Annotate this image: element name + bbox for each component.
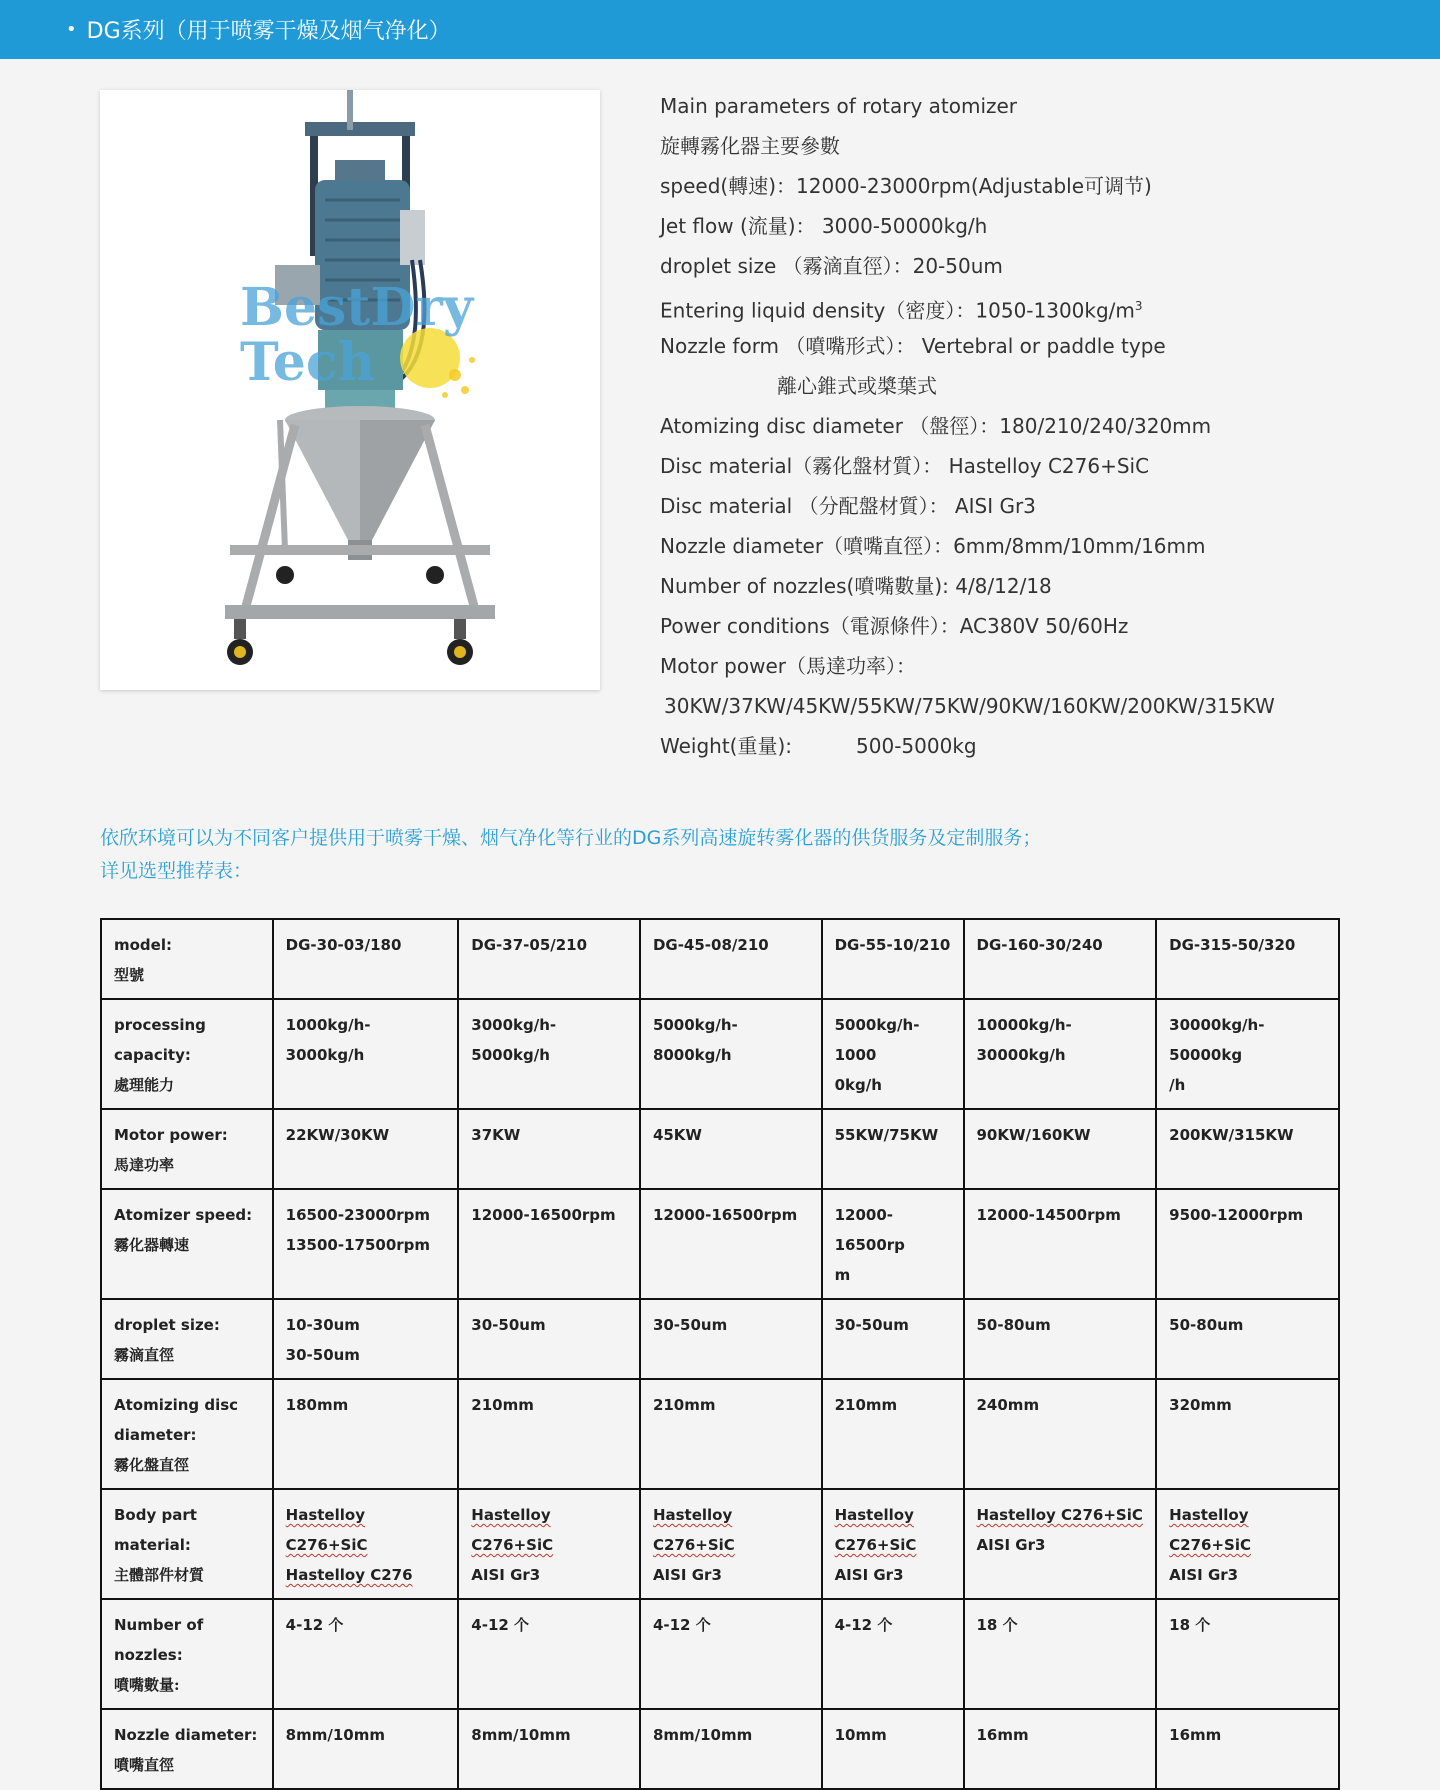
cell-line: 12000-16500rpm [471, 1206, 616, 1224]
row-label-en: Nozzle diameter: [114, 1726, 258, 1744]
row-label-en-2: diameter: [114, 1426, 197, 1444]
cell-line: 30-50um [652, 1316, 728, 1334]
table-cell [273, 1599, 459, 1709]
cell-line: 8mm/10mm [285, 1726, 385, 1744]
cell-line: DG-55-10/210 [834, 936, 951, 954]
table-cell [273, 1709, 459, 1789]
table-row [101, 1599, 1339, 1709]
cell-line: AISI Gr3 [976, 1536, 1046, 1554]
cell-line: AISI Gr3 [1169, 1566, 1239, 1584]
cell-line: 200KW/315KW [1169, 1126, 1294, 1144]
row-label [101, 999, 273, 1109]
table-cell [640, 919, 822, 999]
row-label-cn: 噴嘴數量: [114, 1676, 180, 1694]
cell-line: Hastelloy C276+SiC [285, 1506, 368, 1554]
table-cell [822, 1379, 964, 1489]
cell-line: 210mm [834, 1396, 898, 1414]
row-label-en: droplet size: [114, 1316, 220, 1334]
cell-line: 50-80um [976, 1316, 1051, 1334]
cell-line: AISI Gr3 [471, 1566, 541, 1584]
cell-line: 4-12 个 [285, 1616, 344, 1634]
row-label-en: Number of nozzles: [114, 1616, 204, 1664]
table-cell [640, 1599, 822, 1709]
table-cell [273, 919, 459, 999]
table-cell [273, 1379, 459, 1489]
table-row [101, 1109, 1339, 1189]
row-label [101, 1379, 273, 1489]
table-cell [458, 1109, 640, 1189]
cell-line: 180mm [285, 1396, 349, 1414]
table-cell [1156, 1299, 1339, 1379]
table-cell [822, 1299, 964, 1379]
param-nozzle-form: Nozzle form （噴嘴形式）： Vertebral or paddle type [660, 334, 1166, 358]
row-label-en: processing [114, 1016, 206, 1034]
cell-line: 18 个 [1169, 1616, 1211, 1634]
table-cell [822, 1189, 964, 1299]
table-cell [1156, 1189, 1339, 1299]
row-label [101, 1709, 273, 1789]
cell-line: 13500-17500rpm [285, 1236, 431, 1254]
row-label-en: Atomizing disc [114, 1396, 239, 1414]
table-cell [458, 999, 640, 1109]
table-cell [273, 999, 459, 1109]
param-density-sup: 3 [1134, 299, 1143, 313]
cell-line: 30-50um [471, 1316, 546, 1334]
cell-line: 12000-16500rpm [652, 1206, 798, 1224]
param-weight [660, 726, 1420, 766]
cell-line: 210mm [652, 1396, 716, 1414]
row-label-cn: 型號 [114, 966, 145, 984]
table-cell [273, 1189, 459, 1299]
cell-line: 16mm [976, 1726, 1029, 1744]
cell-line: Hastelloy C276+SiC [1169, 1506, 1251, 1554]
param-disc-material: Disc material（霧化盤材質）： Hastelloy C276+SiC [660, 454, 1150, 478]
row-label-en: model: [114, 936, 172, 954]
param-jet-flow: Jet flow (流量)： 3000-50000kg/h [660, 214, 988, 238]
cell-line: m [834, 1266, 851, 1284]
row-label [101, 1299, 273, 1379]
table-cell [640, 1379, 822, 1489]
cell-line: Hastelloy C276 [285, 1566, 413, 1584]
cell-line: 0kg/h [834, 1076, 882, 1094]
cell-line: 55KW/75KW [834, 1126, 939, 1144]
cell-line: 30-50um [285, 1346, 360, 1364]
param-speed: speed(轉速)：12000-23000rpm(Adjustable可调节) [660, 174, 1152, 198]
table-cell [964, 1299, 1157, 1379]
table-cell [964, 1599, 1157, 1709]
table-cell [458, 1489, 640, 1599]
cell-line: 8mm/10mm [471, 1726, 571, 1744]
cell-line: 16500-23000rpm [285, 1206, 431, 1224]
param-nozzle-diameter: Nozzle diameter（噴嘴直徑）：6mm/8mm/10mm/16mm [660, 534, 1206, 558]
intro-line-1: 依欣环境可以为不同客户提供用于喷雾干燥、烟气净化等行业的DG系列高速旋转雾化器的供货服务及定制服务； [100, 827, 1042, 849]
param-power-conditions: Power conditions（電源條件）：AC380V 50/60Hz [660, 614, 1129, 638]
cell-line: 45KW [652, 1126, 702, 1144]
table-cell [822, 1489, 964, 1599]
cell-line: 18 个 [976, 1616, 1018, 1634]
cell-line: 22KW/30KW [285, 1126, 390, 1144]
table-cell [1156, 919, 1339, 999]
cell-line: AISI Gr3 [652, 1566, 722, 1584]
cell-line: DG-315-50/320 [1169, 936, 1296, 954]
cell-line: Hastelloy C276+SiC [471, 1506, 554, 1554]
table-cell [822, 1109, 964, 1189]
param-droplet-size: droplet size （霧滴直徑）：20-50um [660, 254, 1003, 278]
cell-line: DG-37-05/210 [471, 936, 588, 954]
row-label [101, 1189, 273, 1299]
intro-line-2: 详见选型推荐表： [100, 860, 253, 882]
table-cell [458, 1189, 640, 1299]
param-distributor-material: Disc material （分配盤材質）： AISI Gr3 [660, 494, 1036, 518]
cell-line: 210mm [471, 1396, 534, 1414]
table-cell [458, 1709, 640, 1789]
header-bullet: • [66, 19, 77, 40]
table-cell [640, 999, 822, 1109]
cell-line: 240mm [976, 1396, 1040, 1414]
watermark-line2: Tech [240, 332, 376, 393]
cell-line: Hastelloy C276+SiC [976, 1506, 1143, 1524]
cell-line: 5000kg/h-1000 [834, 1016, 920, 1064]
param-motor-power: Motor power（馬達功率）： [660, 654, 916, 678]
row-label-cn: 霧化器轉速 [114, 1236, 190, 1254]
table-cell [1156, 1709, 1339, 1789]
parameters-list [660, 86, 1420, 766]
table-cell [273, 1489, 459, 1599]
row-label-cn: 霧化盤直徑 [114, 1456, 190, 1474]
row-label-cn: 噴嘴直徑 [114, 1756, 175, 1774]
row-label-cn: 主體部件材質 [114, 1566, 205, 1584]
cell-line: Hastelloy [834, 1506, 914, 1524]
table-cell [964, 999, 1157, 1109]
param-nozzle-form-cn: 離心錐式或槳葉式 [777, 374, 937, 398]
cell-line: 4-12 个 [652, 1616, 711, 1634]
cell-line: 37KW [471, 1126, 521, 1144]
table-cell [640, 1299, 822, 1379]
cell-line: 10000kg/h-30000kg/h [976, 1016, 1072, 1064]
cell-line: /h [1169, 1076, 1186, 1094]
table-row [101, 1709, 1339, 1789]
cell-line: DG-30-03/180 [285, 936, 402, 954]
row-label [101, 919, 273, 999]
cell-line: 50-80um [1169, 1316, 1244, 1334]
table-cell [273, 1299, 459, 1379]
cell-line: 90KW/160KW [976, 1126, 1091, 1144]
watermark-line1: BestDry [240, 277, 474, 338]
row-label-en: Body part material: [114, 1506, 197, 1554]
cell-line: DG-45-08/210 [652, 936, 769, 954]
table-row [101, 999, 1339, 1109]
row-label-cn: 處理能力 [114, 1076, 175, 1094]
product-photo [100, 90, 600, 690]
table-cell [640, 1489, 822, 1599]
cell-line: 12000-16500rp [834, 1206, 905, 1254]
cell-line: 12000-14500rpm [976, 1206, 1121, 1224]
table-cell [1156, 999, 1339, 1109]
cell-line: 30-50um [834, 1316, 909, 1334]
row-label-en: Motor power: [114, 1126, 228, 1144]
table-row [101, 1299, 1339, 1379]
param-weight-value: 500-5000kg [856, 734, 977, 758]
row-label-en: Atomizer speed: [114, 1206, 253, 1224]
cell-line: 3000kg/h-5000kg/h [471, 1016, 557, 1064]
cell-line: 16mm [1169, 1726, 1222, 1744]
table-row [101, 1189, 1339, 1299]
table-cell [640, 1709, 822, 1789]
rotary-atomizer-illustration [100, 90, 600, 690]
row-label-en-2: capacity: [114, 1046, 191, 1064]
table-row [101, 1379, 1339, 1489]
row-label [101, 1489, 273, 1599]
param-density [660, 286, 1420, 326]
param-heading-en: Main parameters of rotary atomizer [660, 94, 1018, 118]
cell-line: 4-12 个 [471, 1616, 530, 1634]
param-nozzle-count: Number of nozzles(噴嘴數量): 4/8/12/18 [660, 574, 1052, 598]
table-cell [640, 1189, 822, 1299]
cell-line: AISI Gr3 [834, 1566, 904, 1584]
cell-line: C276+SiC [834, 1536, 917, 1554]
table-cell [1156, 1109, 1339, 1189]
table-cell [1156, 1379, 1339, 1489]
cell-line: 5000kg/h-8000kg/h [652, 1016, 738, 1064]
table-row [101, 919, 1339, 999]
param-disc-diameter: Atomizing disc diameter （盤徑）：180/210/240/320mm [660, 414, 1212, 438]
param-motor-power-values: 30KW/37KW/45KW/55KW/75KW/90KW/160KW/200KW/315KW [664, 694, 1275, 718]
cell-line: DG-160-30/240 [976, 936, 1103, 954]
table-cell [458, 1299, 640, 1379]
table-cell [964, 1379, 1157, 1489]
table-cell [1156, 1489, 1339, 1599]
param-density-text: Entering liquid density（密度）：1050-1300kg/m [660, 298, 1135, 323]
table-cell [640, 1109, 822, 1189]
param-heading-cn: 旋轉霧化器主要參數 [660, 134, 840, 158]
table-cell [822, 1599, 964, 1709]
cell-line: 30000kg/h-50000kg [1169, 1016, 1265, 1064]
table-row [101, 1489, 1339, 1599]
table-cell [964, 919, 1157, 999]
cell-line: Hastelloy C276+SiC [652, 1506, 735, 1554]
section-header [0, 0, 1440, 59]
table-cell [458, 1599, 640, 1709]
table-cell [822, 919, 964, 999]
table-cell [1156, 1599, 1339, 1709]
table-cell [964, 1489, 1157, 1599]
selection-table [100, 918, 1340, 1790]
section-title: DG系列（用于喷雾干燥及烟气净化） [86, 19, 451, 44]
row-label [101, 1599, 273, 1709]
table-cell [964, 1189, 1157, 1299]
table-cell [822, 999, 964, 1109]
row-label [101, 1109, 273, 1189]
table-cell [273, 1109, 459, 1189]
cell-line: 10mm [834, 1726, 887, 1744]
cell-line: 8mm/10mm [652, 1726, 753, 1744]
row-label-cn: 馬達功率 [114, 1156, 175, 1174]
intro-text [100, 822, 1340, 888]
table-cell [458, 919, 640, 999]
row-label-cn: 霧滴直徑 [114, 1346, 175, 1364]
cell-line: 320mm [1169, 1396, 1232, 1414]
cell-line: 1000kg/h- 3000kg/h [285, 1016, 371, 1064]
table-cell [458, 1379, 640, 1489]
cell-line: 9500-12000rpm [1169, 1206, 1304, 1224]
cell-line: 4-12 个 [834, 1616, 893, 1634]
param-weight-label: Weight(重量): [660, 734, 793, 758]
table-cell [964, 1109, 1157, 1189]
table-cell [822, 1709, 964, 1789]
cell-line: 10-30um [285, 1316, 360, 1334]
table-cell [964, 1709, 1157, 1789]
